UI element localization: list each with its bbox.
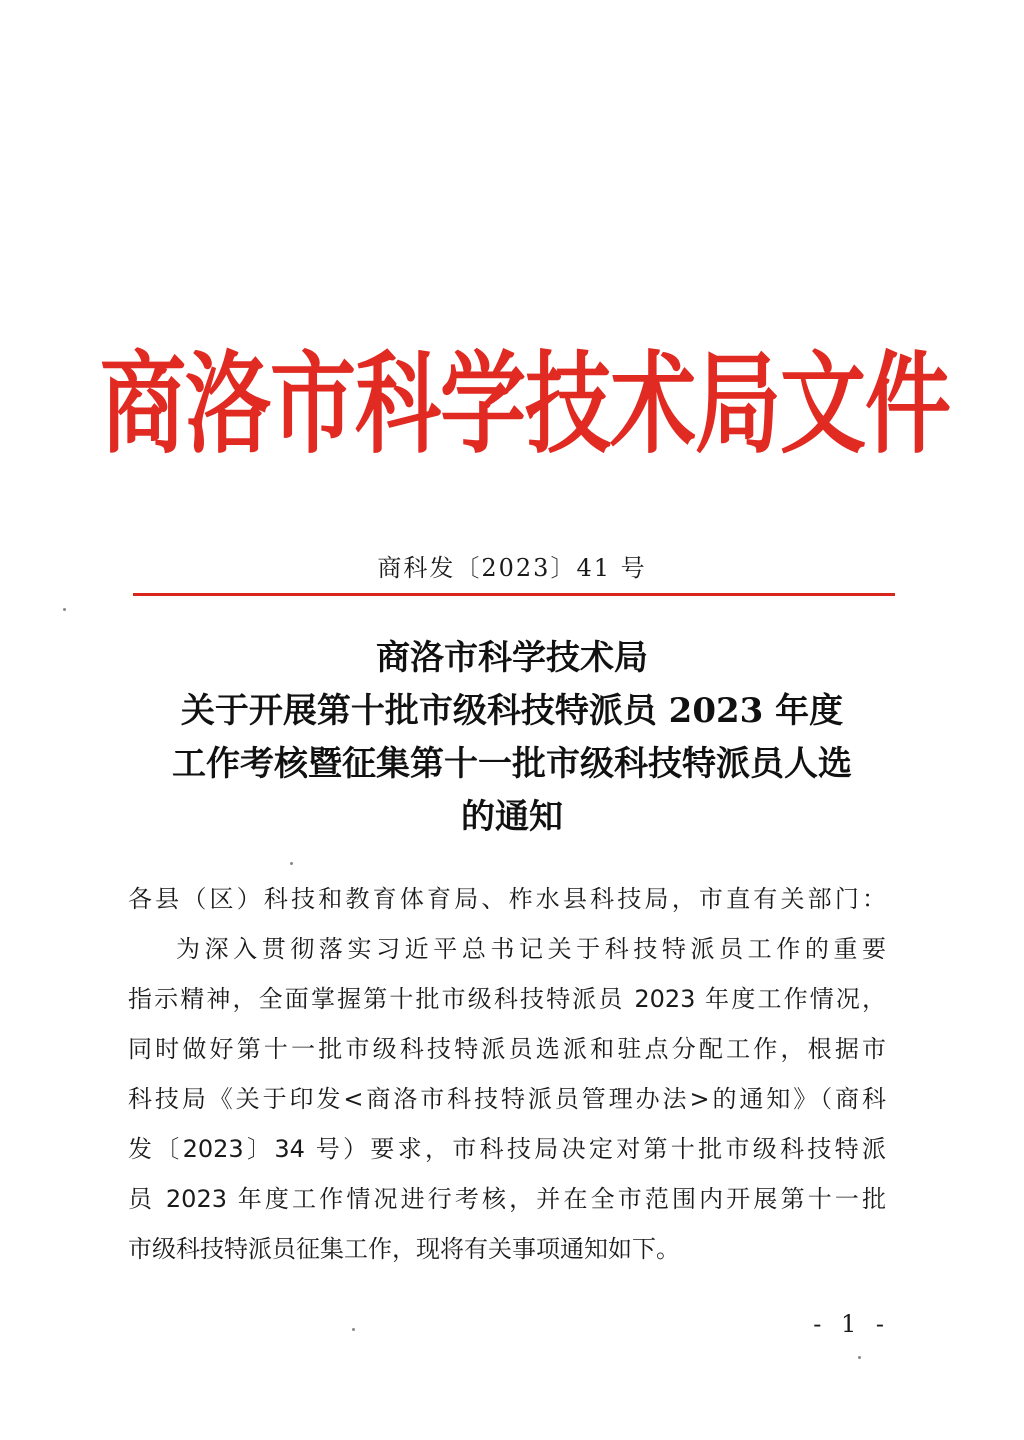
salutation: 各县（区）科技和教育体育局、柞水县科技局，市直有关部门： <box>128 885 886 913</box>
title-line-3: 工作考核暨征集第十一批市级科技特派员人选 <box>172 744 852 784</box>
red-divider-line <box>133 593 895 596</box>
scan-speck <box>858 1356 861 1359</box>
notice-body <box>128 874 886 1274</box>
paragraph-line: 科技局《关于印发<商洛市科技特派员管理办法>的通知》（商科 <box>128 1085 886 1113</box>
masthead-title: 商洛市科学技术局文件 <box>100 339 950 470</box>
paragraph-line: 同时做好第十一批市级科技特派员选派和驻点分配工作，根据市 <box>128 1035 886 1063</box>
document-number: 商科发〔2023〕41 号 <box>377 554 647 582</box>
paragraph-line: 发〔2023〕34 号）要求，市科技局决定对第十批市级科技特派 <box>128 1135 886 1163</box>
title-line-4: 的通知 <box>461 797 563 837</box>
paragraph-line: 指示精神，全面掌握第十批市级科技特派员 2023 年度工作情况， <box>128 985 886 1013</box>
notice-title <box>100 632 924 844</box>
scan-speck <box>352 1328 355 1331</box>
title-line-1: 商洛市科学技术局 <box>376 638 648 678</box>
title-line-2: 关于开展第十批市级科技特派员 2023 年度 <box>180 691 844 731</box>
paragraph-line: 员 2023 年度工作情况进行考核，并在全市范围内开展第十一批 <box>128 1185 886 1213</box>
paragraph-line: 市级科技特派员征集工作，现将有关事项通知如下。 <box>128 1235 680 1263</box>
scan-speck <box>290 862 293 865</box>
page-number: - 1 - <box>813 1310 890 1338</box>
scan-speck <box>63 608 66 611</box>
paragraph-line: 为深入贯彻落实习近平总书记关于科技特派员工作的重要 <box>176 935 886 963</box>
